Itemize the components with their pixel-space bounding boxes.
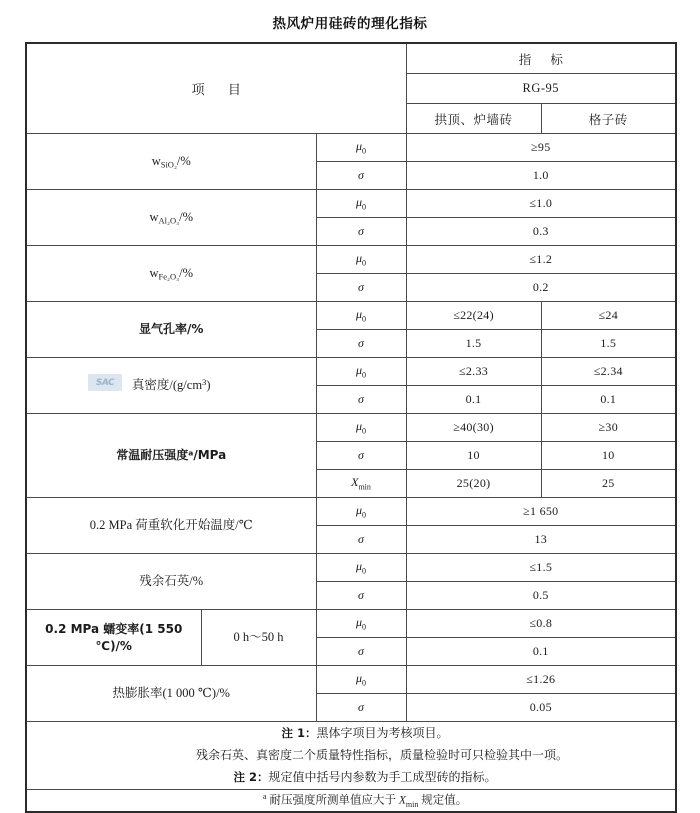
statistic-symbol-mu0: $\mu_0$ bbox=[316, 246, 406, 274]
value-cell-checker: 1.5 bbox=[541, 330, 676, 358]
statistic-symbol-mu0: $\mu_0$ bbox=[316, 610, 406, 638]
value-cell: ≥95 bbox=[406, 134, 676, 162]
statistic-symbol-mu0: $\mu_0$ bbox=[316, 414, 406, 442]
note-line-1 bbox=[27, 744, 675, 766]
sac-watermark-logo: SAC bbox=[88, 374, 122, 391]
statistic-symbol-mu0: $\mu_0$ bbox=[316, 498, 406, 526]
value-cell: ≤0.8 bbox=[406, 610, 676, 638]
item-label-8: 0.2 MPa 蠕变率(1 550 ℃)/% bbox=[26, 610, 201, 666]
notes-row bbox=[26, 722, 676, 790]
value-cell: 0.3 bbox=[406, 218, 676, 246]
table-row bbox=[26, 414, 676, 442]
value-cell: ≤1.5 bbox=[406, 554, 676, 582]
value-cell-checker: ≤24 bbox=[541, 302, 676, 330]
table-row bbox=[26, 190, 676, 218]
value-cell-dome-wall: ≤22(24) bbox=[406, 302, 541, 330]
footnote-text-after: 规定值。 bbox=[418, 794, 468, 807]
statistic-symbol-sigma: σ bbox=[316, 162, 406, 190]
note-label-2: 注 2： bbox=[233, 770, 269, 785]
statistic-symbol-mu0: $\mu_0$ bbox=[316, 666, 406, 694]
statistic-symbol-sigma: σ bbox=[316, 526, 406, 554]
footnote-symbol: X bbox=[398, 794, 406, 807]
value-cell: 0.1 bbox=[406, 638, 676, 666]
note-line-0 bbox=[27, 722, 675, 744]
value-cell-checker: 10 bbox=[541, 442, 676, 470]
item-label-4: 真密度$/(g/cm^3)$ bbox=[26, 358, 316, 414]
header-index-column: 指 标 bbox=[406, 43, 676, 74]
value-cell: ≤1.0 bbox=[406, 190, 676, 218]
item-label-5: 常温耐压强度$^a$/MPa bbox=[26, 414, 316, 498]
note-text-0: 黑体字项目为考核项目。 bbox=[316, 726, 449, 740]
statistic-symbol-xmin: $X_{min}$ bbox=[316, 470, 406, 498]
table-row bbox=[26, 246, 676, 274]
table-row bbox=[26, 610, 676, 638]
statistic-symbol-sigma: σ bbox=[316, 330, 406, 358]
value-cell: 13 bbox=[406, 526, 676, 554]
statistic-symbol-mu0: $\mu_0$ bbox=[316, 358, 406, 386]
statistic-symbol-sigma: σ bbox=[316, 218, 406, 246]
table-head bbox=[26, 43, 676, 134]
footnote-block bbox=[26, 789, 676, 812]
header-row-1 bbox=[26, 43, 676, 74]
value-cell: 0.05 bbox=[406, 694, 676, 722]
value-cell: ≥1 650 bbox=[406, 498, 676, 526]
value-cell-dome-wall: 10 bbox=[406, 442, 541, 470]
footnote-row bbox=[26, 789, 676, 812]
item-label-2: $w_{Fe_2O_3}/\%$ bbox=[26, 246, 316, 302]
value-cell: 1.0 bbox=[406, 162, 676, 190]
statistic-symbol-mu0: $\mu_0$ bbox=[316, 554, 406, 582]
footnote-marker: a bbox=[262, 791, 267, 801]
statistic-symbol-sigma: σ bbox=[316, 582, 406, 610]
item-label-7: 残余石英/% bbox=[26, 554, 316, 610]
statistic-symbol-mu0: $\mu_0$ bbox=[316, 190, 406, 218]
footnote-line bbox=[27, 790, 675, 812]
statistic-symbol-sigma: σ bbox=[316, 274, 406, 302]
footnote-symbol-sub: min bbox=[405, 799, 419, 809]
statistic-symbol-sigma: σ bbox=[316, 442, 406, 470]
table-row bbox=[26, 358, 676, 386]
footnote-text-before: 耐压强度所测单值应大于 bbox=[269, 794, 399, 807]
table-row bbox=[26, 498, 676, 526]
statistic-symbol-sigma: σ bbox=[316, 694, 406, 722]
statistic-symbol-sigma: σ bbox=[316, 386, 406, 414]
value-cell-dome-wall: ≥40(30) bbox=[406, 414, 541, 442]
value-cell-dome-wall: 25(20) bbox=[406, 470, 541, 498]
value-cell: ≤1.26 bbox=[406, 666, 676, 694]
table-body bbox=[26, 134, 676, 722]
value-cell-checker: 0.1 bbox=[541, 386, 676, 414]
item-sublabel-8: 0 h～50 h bbox=[201, 610, 316, 666]
statistic-symbol-mu0: $\mu_0$ bbox=[316, 134, 406, 162]
value-cell-dome-wall: 1.5 bbox=[406, 330, 541, 358]
item-label-0: $w_{SiO_2}/\%$ bbox=[26, 134, 316, 190]
value-cell: 0.5 bbox=[406, 582, 676, 610]
spec-table bbox=[25, 42, 677, 813]
note-label-0: 注 1： bbox=[281, 726, 317, 740]
statistic-symbol-sigma: σ bbox=[316, 638, 406, 666]
note-text-2: 规定值中括号内参数为手工成型砖的指标。 bbox=[268, 770, 497, 785]
spec-table-container bbox=[25, 42, 675, 813]
table-row bbox=[26, 302, 676, 330]
value-cell-checker: ≤2.34 bbox=[541, 358, 676, 386]
value-cell: 0.2 bbox=[406, 274, 676, 302]
statistic-symbol-mu0: $\mu_0$ bbox=[316, 302, 406, 330]
header-subcol-checker: 格子砖 bbox=[541, 104, 676, 134]
value-cell: ≤1.2 bbox=[406, 246, 676, 274]
header-grade: RG-95 bbox=[406, 74, 676, 104]
notes-block bbox=[26, 722, 676, 790]
header-item-column: 项 目 bbox=[26, 43, 406, 134]
item-label-3: 显气孔率/% bbox=[26, 302, 316, 358]
value-cell-checker: 25 bbox=[541, 470, 676, 498]
table-row bbox=[26, 666, 676, 694]
table-foot bbox=[26, 722, 676, 813]
header-subcol-dome-wall: 拱顶、炉墙砖 bbox=[406, 104, 541, 134]
item-label-6: 0.2 MPa 荷重软化开始温度/℃ bbox=[26, 498, 316, 554]
page-title: 热风炉用硅砖的理化指标 bbox=[272, 16, 428, 32]
table-row bbox=[26, 554, 676, 582]
value-cell-dome-wall: ≤2.33 bbox=[406, 358, 541, 386]
value-cell-dome-wall: 0.1 bbox=[406, 386, 541, 414]
value-cell-checker: ≥30 bbox=[541, 414, 676, 442]
item-label-9: 热膨胀率(1 000 ℃)/% bbox=[26, 666, 316, 722]
table-row bbox=[26, 134, 676, 162]
item-label-1: $w_{Al_2O_3}/\%$ bbox=[26, 190, 316, 246]
note-text-1: 残余石英、真密度二个质量特性指标，质量检验时可只检验其中一项。 bbox=[196, 748, 569, 763]
